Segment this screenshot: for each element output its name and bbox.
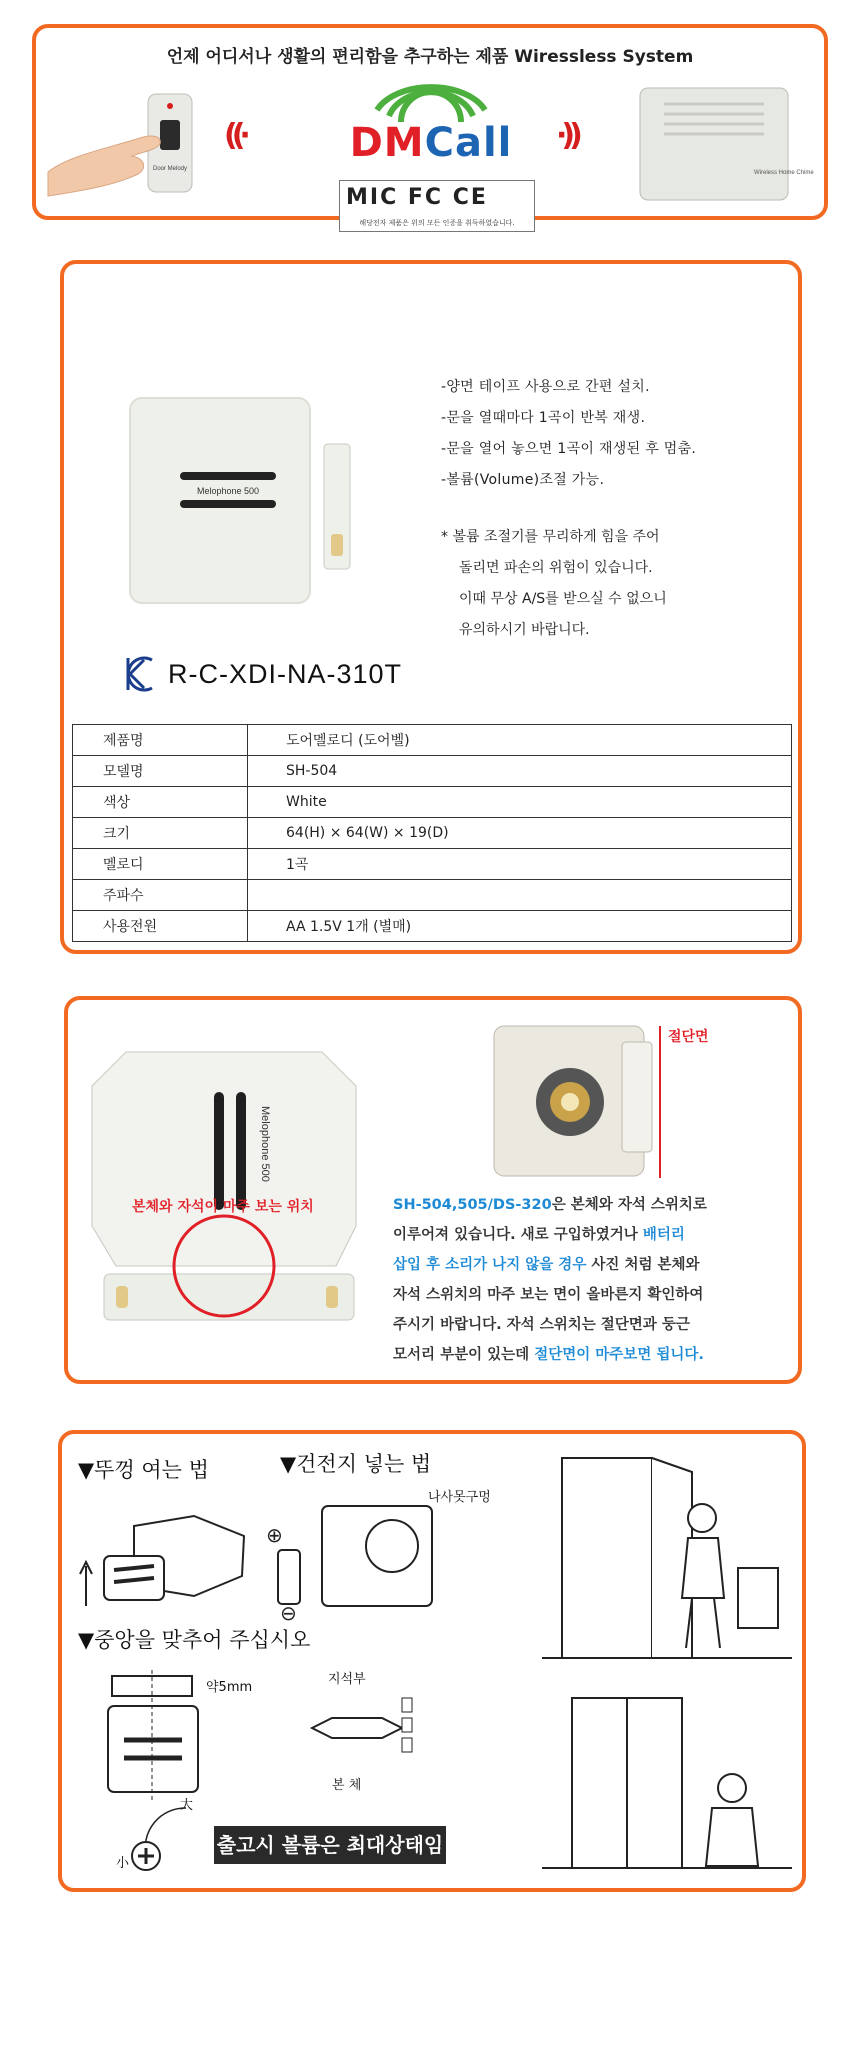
logo-call: Call [424,120,513,166]
receiver-label: Wireless Home Chime [754,170,814,176]
battery-title: ▼건전지 넣는 법 [280,1452,432,1476]
hand-pressing-remote-image [48,86,218,206]
explain-highlight: 배터리 [642,1227,685,1243]
receiver-chime-image [634,82,814,206]
kc-code: R-C-XDI-NA-310T [168,658,403,689]
device-front-label: Melophone 500 [196,486,260,496]
banner-headline: 언제 어디서나 생활의 편리함을 추구하는 제품 Wiressless System [166,47,694,67]
magnet-explanation [393,1190,793,1370]
wifi-arcs-icon [311,76,551,126]
align-center-title: ▼중앙을 맞추어 주십시오 [78,1628,311,1652]
caution-line: 유의하시기 바랍니다. [459,622,590,638]
spec-key: 색상 [73,787,248,818]
spec-table [72,724,792,942]
product-panel [60,260,802,954]
table-row [73,725,792,756]
spec-key: 모델명 [73,756,248,787]
spec-value: 1곡 [248,849,792,880]
signal-waves-right-icon: ·)) [556,118,577,153]
explain-text: 모서리 부분이 있는데 [393,1347,535,1363]
feature-list [441,372,791,496]
model-numbers: SH-504,505/DS-320 [393,1197,552,1213]
magnet-body-sketch [302,1688,422,1758]
kc-certification [124,652,402,696]
explain-highlight: 절단면이 마주보면 됩니다. [534,1347,704,1363]
cert-note: 해당전자 제품은 위의 모든 인증을 취득하였습니다. [359,219,515,227]
spec-value: 도어멜로디 (도어벨) [248,725,792,756]
feature-item: -문을 열때마다 1곡이 반복 재생. [441,410,646,426]
alignment-sketch [102,1670,212,1800]
spec-key: 제품명 [73,725,248,756]
plus-terminal-icon: ⊕ [266,1523,283,1547]
dmcall-logo [311,76,551,227]
caution-note [441,522,791,646]
open-cover-sketch [74,1496,264,1616]
table-row [73,880,792,911]
magnet-switch-panel [64,996,802,1384]
gap-label: 약5mm [206,1680,253,1695]
explain-text: 자석 스위치의 마주 보는 면이 올바른지 확인하여 [393,1287,704,1303]
volume-big-label: 大 [180,1798,194,1813]
magnet-part-label: 지석부 [328,1672,366,1687]
cut-face-label: 절단면 [668,1029,709,1045]
body-part-label: 본 체 [332,1778,362,1793]
facing-position-label: 본체와 자석이 마주 보는 위치 [132,1199,314,1215]
spec-value: SH-504 [248,756,792,787]
explain-text: 사진 처럼 본체와 [586,1257,700,1273]
feature-item: -양면 테이프 사용으로 간편 설치. [441,379,650,395]
spec-key: 사용전원 [73,911,248,942]
feature-item: -볼륨(Volume)조절 가능. [441,472,605,488]
certification-box [339,180,535,232]
spec-value: White [248,787,792,818]
volume-small-label: 小 [116,1856,130,1871]
spec-key: 멜로디 [73,849,248,880]
spec-value [248,880,792,911]
table-row [73,756,792,787]
table-row [73,787,792,818]
volume-default-note: 출고시 볼륨은 최대상태임 [214,1826,446,1864]
cert-marks: MIC FC CE [346,185,488,210]
explain-text: 은 본체와 자석 스위치로 [551,1197,707,1213]
caution-line: * 볼륨 조절기를 무리하게 힘을 주어 [441,529,660,545]
table-row [73,849,792,880]
door-usage-illustration [542,1448,792,1888]
signal-waves-left-icon: ((· [224,118,245,153]
device-back-cut-face-image [490,1022,670,1182]
explain-text: 이루어져 있습니다. 새로 구입하였거나 [393,1227,643,1243]
spec-value: 64(H) × 64(W) × 19(D) [248,818,792,849]
instructions-panel [58,1430,806,1892]
caution-line: 이때 무상 A/S를 받으실 수 없으니 [459,591,667,607]
banner-panel [32,24,828,227]
spec-key: 주파수 [73,880,248,911]
logo-dm: DM [349,120,425,166]
battery-insert-sketch [262,1490,442,1625]
spec-key: 크기 [73,818,248,849]
door-melody-device-image [124,384,354,619]
screw-hole-label: 나사못구멍 [428,1490,491,1505]
kc-mark-icon [124,654,156,694]
explain-highlight: 삽입 후 소리가 나지 않을 경우 [393,1257,587,1273]
explain-text: 주시기 바랍니다. 자석 스위치는 절단면과 둥근 [393,1317,690,1333]
table-row [73,818,792,849]
device-side-label: Melophone 500 [259,1106,271,1182]
open-cover-title: ▼뚜껑 여는 법 [78,1458,209,1482]
caution-line: 돌리면 파손의 위험이 있습니다. [459,560,653,576]
feature-item: -문을 열어 놓으면 1곡이 재생된 후 멈춤. [441,441,697,457]
table-row [73,911,792,942]
spec-value: AA 1.5V 1개 (별매) [248,911,792,942]
remote-label: Door Melody [152,166,188,172]
minus-terminal-icon: ⊖ [280,1601,297,1625]
